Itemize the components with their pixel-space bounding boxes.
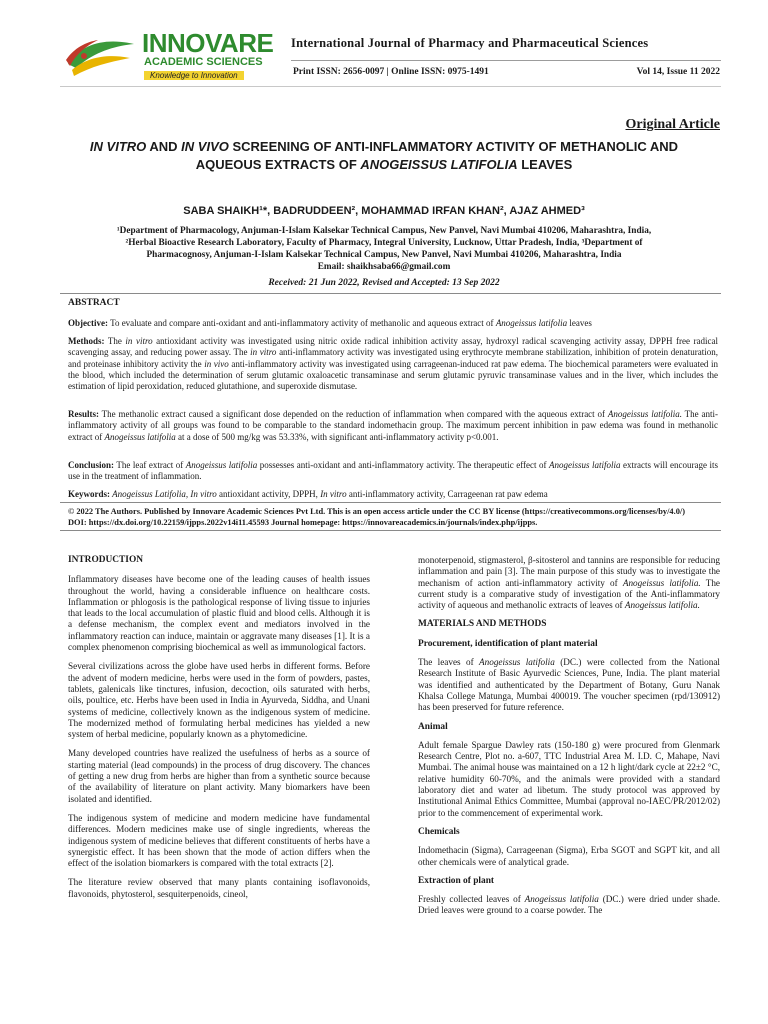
affiliations: [66, 225, 702, 273]
authors: SABA SHAIKH¹*, BADRUDDEEN², MOHAMMAD IRFAN KHAN², AJAZ AHMED³: [183, 205, 585, 217]
subheading-animal: Animal: [418, 721, 448, 732]
abstract-heading: ABSTRACT: [68, 298, 120, 308]
copyright-notice: [68, 506, 718, 528]
article-title: IN VITRO AND IN VIVO SCREENING OF ANTI-INFLAMMATORY ACTIVITY OF METHANOLIC AND AQUEOUS EXTRACTS OF ANOGEISSUS LATIFOLIA LEAVES: [89, 139, 679, 172]
header-divider-2: [60, 86, 721, 87]
abstract-bottom-rule: [60, 502, 721, 503]
right-column: [418, 555, 720, 925]
abstract-conclusion: Conclusion: The leaf extract of Anogeissus latifolia possesses anti-oxidant and anti-inflammatory activity. The therapeutic effect of Anogeissus latifolia extracts will encourage its use in the treatment of inflammation.: [68, 460, 718, 482]
paragraph: Adult female Spargue Dawley rats (150-180 g) were procured from Glenmark Research Centre, Plot no. a-607, TTC Industrial Area M. I.D. C, Mahape, Navi Mumbai. The animal house was maintained on a 12 h light/dark cycle at 22±2 °C, relative humidity 60-70%, and the animals were provided with a standard laboratory diet and water ad libetum. The study protocol was approved by Institutional Animal Ethics Committee, Mumbai (approval no-IAEC/PR/2012/02) prior to the commencement of experimental work.: [418, 739, 720, 818]
abstract-methods: Methods: The in vitro antioxidant activity was investigated using nitric oxide radical inhibition activity assay, hydroxyl radical scavenging activity assay, DPPH free radical scavenging assay, and reducing power assay. The in vitro anti-inflammatory activity was investigated using erythrocyte membrane stabilization, inhibition of protein denaturation, and proteinase inhibitory activity the in vivo anti-inflammatory activity was investigated using carrageenan-induced rat paw edema. The biochemical parameters were evaluated in the blood, which included the determination of serum glutamic oxaloacetic transaminase and serum glutamic pyruvic transaminase values and in the liver, which includes the estimation of lipid peroxidation, reduced glutathione, and superoxide dismutase.: [68, 336, 719, 392]
received-dates: Received: 21 Jun 2022, Revised and Accepted: 13 Sep 2022: [268, 278, 500, 288]
subheading-extraction: Extraction of plant: [418, 875, 495, 886]
journal-title: International Journal of Pharmacy and Pharmaceutical Sciences: [291, 36, 649, 50]
paragraph: Freshly collected leaves of Anogeissus latifolia (DC.) were dried under shade. Dried leaves were ground to a coarse powder. The: [418, 894, 721, 916]
paragraph: The leaves of Anogeissus latifolia (DC.) were collected from the National Research Institute of Basic Ayurvedic Sciences, Pune, India. The plant material was identified and authenticated by the Department of Botany, Guru Nanak Khalsa College Matunga, Mumbai 400019. The voucher specimen (rpd/130912) has been preserved for future reference.: [418, 657, 720, 713]
copyright-bottom-rule: [60, 530, 721, 531]
email[interactable]: Email: shaikhsaba66@gmail.com: [317, 262, 451, 272]
paragraph: The literature review observed that many plants containing isoflavonoids, flavonoids, phytosterol, sesquiterpenoids, cineol,: [68, 877, 370, 899]
doi-line[interactable]: DOI: https://dx.doi.org/10.22159/ijpps.2022v14i11.45593 Journal homepage: https://innovareacademics.in/journals/index.php/ijpps.: [68, 518, 538, 527]
section-heading-materials-methods: MATERIALS AND METHODS: [418, 619, 547, 630]
journal-issn: Print ISSN: 2656-0097 | Online ISSN: 0975-1491: [293, 67, 489, 77]
publisher-tagline: Knowledge to Innovation: [144, 71, 244, 80]
paragraph: The indigenous system of medicine and modern medicine have fundamental differences. Modern medicines make use of single ingredients, whereas the indigenous system of medicine believes that different constituents of herbs have a synergistic effect. It has been shown that the mode of action differs when the effect of the isolation biomarkers is compared with the total extracts [2].: [68, 812, 370, 869]
abstract-results: Results: The methanolic extract caused a significant dose depended on the reduction of inflammation when compared with the aqueous extract of Anogeissus latifolia. The anti-inflammatory activity of all groups was found to be comparable to the standard indomethacin group. The maximum percent inhibition in paw edema was found in methanolic extract of Anogeissus latifolia at a dose of 500 mg/kg was 53.33%, with significant anti-inflammatory activity p<0.001.: [68, 409, 718, 442]
publisher-logo: [64, 26, 274, 100]
publisher-name: INNOVARE: [142, 28, 274, 58]
paragraph: Several civilizations across the globe have used herbs in different forms. Before the advent of modern medicine, herbs were used in the form of powders, pastes, tablets, galenicals like tinctures, infusion, decoction, oils saturated with herbs, oils, poultice, etc. Herbs have been used in India in Ayurveda, Siddha, and Unani systems of medicine, collectively known as the indigenous system of medicine. The modernized method of formulating herbal medicines has yielded a new system of herbal medicine, popularly known as a phytomedicine.: [68, 661, 370, 740]
paragraph: Inflammatory diseases have become one of the leading causes of health issues throughout the world, having a considerable influence on healthcare costs. Inflammation or phlogosis is the pathological response of living tissue to injuries that leads to the local accumulation of plastic fluid and blood cells. Although it is a defense mechanism, the complex event and mediators involved in the inflammatory reaction can induce, maintain or aggravate many diseases [1]. It is a complex phenomenon comprising biochemical as well as immunological factors.: [68, 574, 370, 653]
subheading-procurement: Procurement, identification of plant material: [418, 638, 598, 649]
publisher-subtitle: ACADEMIC SCIENCES: [144, 56, 263, 68]
leaf-swoosh-icon: [64, 34, 138, 80]
paragraph: Many developed countries have realized the usefulness of herbs as a source of starting material (lead compounds) in the process of drug discovery. The chances of getting a new drug from herbs are higher than from a synthetic source because of the availability of literature on plant activity. Many biomarkers have been isolated and identified.: [68, 748, 370, 804]
subheading-chemicals: Chemicals: [418, 826, 460, 837]
header-divider: [291, 60, 721, 61]
paragraph: Indomethacin (Sigma), Carrageenan (Sigma), Erba SGOT and SGPT kit, and all other chemicals were of analytical grade.: [418, 845, 720, 867]
paragraph: monoterpenoid, stigmasterol, β-sitosterol and tannins are responsible for reducing inflammation and pain [3]. The main purpose of this study was to investigate the mechanism of action anti-inflammatory activity of Anogeissus latifolia. The current study is a comparative study of investigation of the Anti-inflammatory activity of aqueous and methanolic extracts of leaves of Anogeissus latifolia.: [418, 555, 720, 611]
section-heading-introduction: INTRODUCTION: [68, 555, 144, 565]
license-line[interactable]: © 2022 The Authors. Published by Innovare Academic Sciences Pvt Ltd. This is an open access article under the CC BY license (https://creativecommons.org/licenses/by/4.0/): [68, 507, 686, 516]
affiliation-line: Pharmacognosy, Anjuman-I-Islam Kalsekar Technical Campus, New Panvel, Navi Mumbai 410206, Maharashtra, India: [146, 250, 622, 260]
affiliation-line: ²Herbal Bioactive Research Laboratory, Faculty of Pharmacy, Integral University, Lucknow, Uttar Pradesh, India, ³Department of: [125, 238, 643, 248]
abstract-objective: Objective: To evaluate and compare anti-oxidant and anti-inflammatory activity of methanolic and aqueous extract of Anogeissus latifolia leaves: [68, 318, 592, 328]
journal-volume: Vol 14, Issue 11 2022: [636, 67, 720, 77]
abstract-top-rule: [60, 293, 721, 294]
abstract-keywords: Keywords: Anogeissus Latifolia, In vitro antioxidant activity, DPPH, In vitro anti-inflammatory activity, Carrageenan rat paw edema: [68, 489, 548, 499]
left-column: [68, 555, 370, 908]
article-type: Original Article: [625, 117, 720, 132]
affiliation-line: ¹Department of Pharmacology, Anjuman-I-Islam Kalsekar Technical Campus, New Panvel, Navi Mumbai 410206, Maharashtra, India,: [116, 226, 652, 236]
